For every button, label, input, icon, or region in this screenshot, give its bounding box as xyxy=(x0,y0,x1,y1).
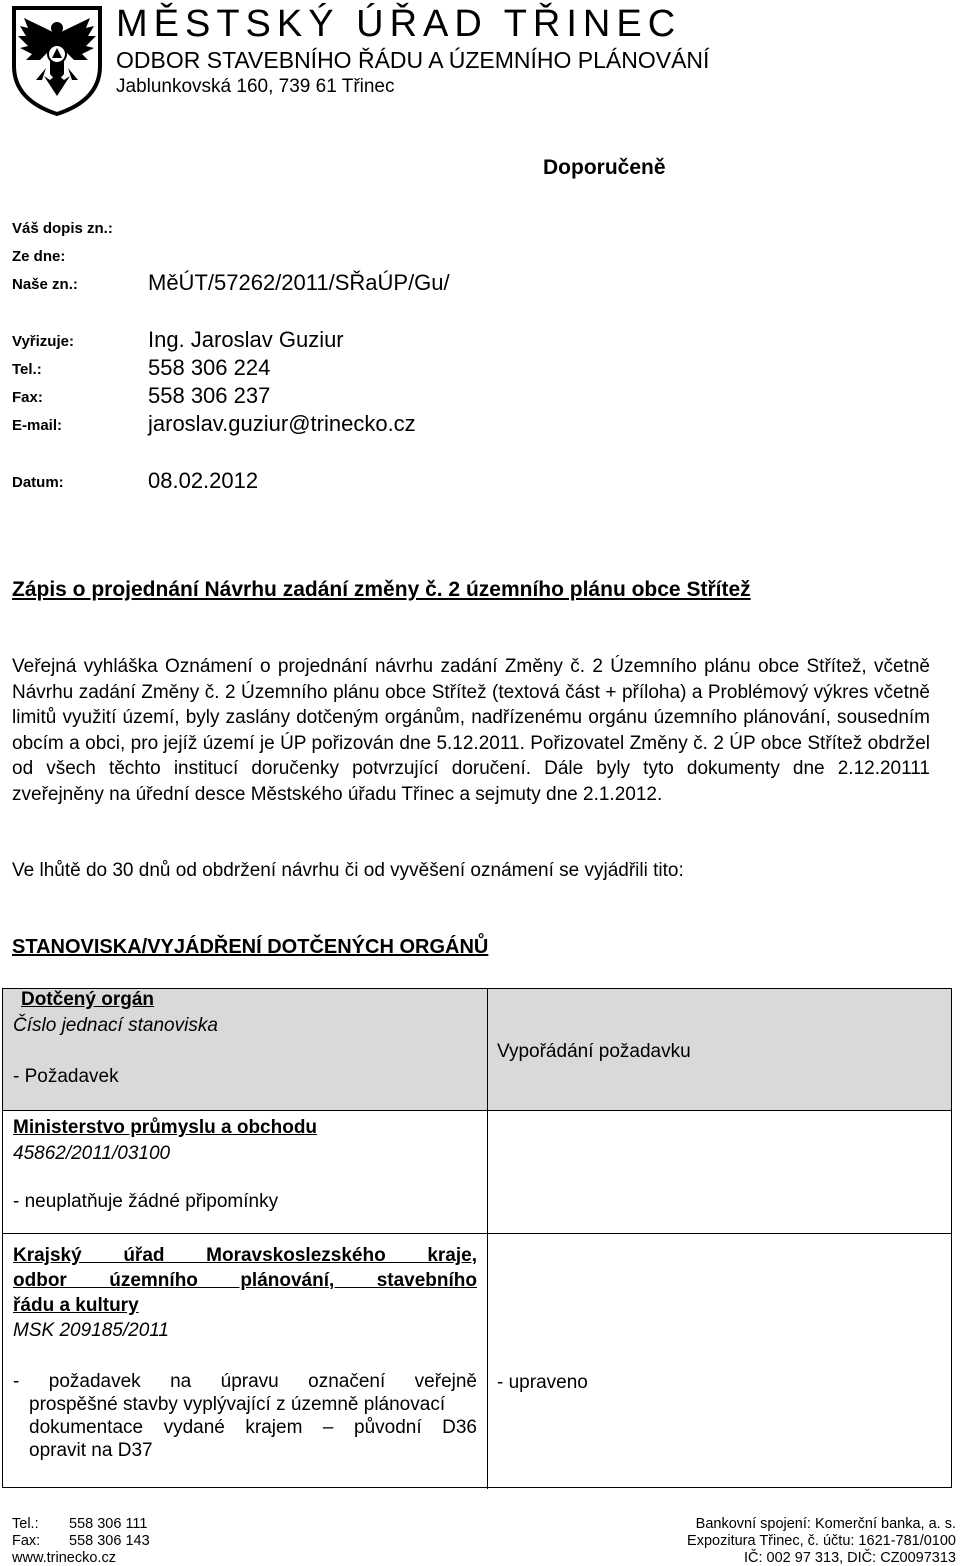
footer-website[interactable]: www.trinecko.cz xyxy=(12,1550,116,1566)
footer-phone-value: 558 306 111 xyxy=(69,1516,148,1532)
row-authority-line: odbor územního plánování, stavebního xyxy=(13,1270,477,1291)
delivery-type: Doporučeně xyxy=(543,156,666,179)
footer-fax-label: Fax: xyxy=(12,1533,41,1549)
footer-fax-value: 558 306 143 xyxy=(69,1533,150,1549)
city-crest-icon xyxy=(10,4,104,116)
fax-label: Fax: xyxy=(12,389,43,406)
email-label: E-mail: xyxy=(12,417,63,434)
header-authority: Dotčený orgán xyxy=(21,989,155,1010)
column-divider xyxy=(487,989,488,1110)
office-address: Jablunkovská 160, 739 61 Třinec xyxy=(116,76,395,97)
date-value: 08.02.2012 xyxy=(148,468,259,493)
your-letter-label: Váš dopis zn.: xyxy=(12,220,113,237)
table-row xyxy=(3,1234,951,1489)
footer-bank-line: Bankovní spojení: Komerční banka, a. s. xyxy=(695,1516,956,1532)
deadline-sentence: Ve lhůtě do 30 dnů od obdržení návrhu či od vyvěšení oznámení se vyjádřili tito: xyxy=(12,860,684,881)
phone-value: 558 306 224 xyxy=(148,355,271,380)
row-resolution: - upraveno xyxy=(497,1372,588,1393)
office-title: MĚSTSKÝ ÚŘAD TŘINEC xyxy=(116,3,682,45)
header-request: - Požadavek xyxy=(13,1066,119,1087)
date-from-label: Ze dne: xyxy=(12,248,66,265)
fax-value: 558 306 237 xyxy=(148,383,271,408)
date-label: Datum: xyxy=(12,474,64,491)
row-reference-number: 45862/2011/03100 xyxy=(13,1143,171,1164)
header-reference-number: Číslo jednací stanoviska xyxy=(13,1015,218,1036)
row-request-line: prospěšné stavby vyplývající z územně plánovací xyxy=(29,1394,446,1415)
our-ref-value: MěÚT/57262/2011/SŘaÚP/Gu/ xyxy=(148,270,450,295)
phone-label: Tel.: xyxy=(12,361,42,378)
footer-phone-label: Tel.: xyxy=(12,1516,39,1532)
row-authority: Ministerstvo průmyslu a obchodu xyxy=(13,1117,318,1138)
row-authority-line: řádu a kultury xyxy=(13,1295,139,1316)
row-request-line: dokumentace vydané krajem – původní D36 xyxy=(29,1417,477,1438)
row-request-line: opravit na D37 xyxy=(29,1440,153,1461)
table-header-row xyxy=(3,989,951,1111)
column-divider xyxy=(487,1111,488,1233)
table-row xyxy=(3,1111,951,1234)
email-value: jaroslav.guziur@trinecko.cz xyxy=(148,411,416,436)
section-heading: STANOVISKA/VYJÁDŘENÍ DOTČENÝCH ORGÁNŮ xyxy=(12,936,489,958)
statements-table xyxy=(2,988,952,1488)
row-authority-line: Krajský úřad Moravskoslezského kraje, xyxy=(13,1245,477,1266)
header-resolution: Vypořádání požadavku xyxy=(497,1041,691,1062)
department-name: ODBOR STAVEBNÍHO ŘÁDU A ÚZEMNÍHO PLÁNOVÁNÍ xyxy=(116,47,710,73)
footer-company-ids: IČ: 002 97 313, DIČ: CZ0097313 xyxy=(744,1550,956,1566)
row-reference-number: MSK 209185/2011 xyxy=(13,1320,169,1341)
handled-by-label: Vyřizuje: xyxy=(12,333,74,350)
main-paragraph: Veřejná vyhláška Oznámení o projednání návrhu zadání Změny č. 2 Územního plánu obce Střítež, včetně Návrhu zadání Změny č. 2 Územního plánu obce Střítež (textová část + příloha) a Problémový výkres včetně limitů využití území, byly zaslány dotčeným orgánům, nadřízenému orgánu územního plánování, sousedním obcím a obci, pro jejíž území je ÚP pořizován dne 5.12.2011. Pořizovatel Změny č. 2 ÚP obce Střítež obdržel od všech těchto institucí doručenky potvrzující doručení. Dále byly tyto dokumenty dne 2.12.20111 zveřejněny na úřední desce Městského úřadu Třinec a sejmuty dne 2.1.2012. xyxy=(12,656,930,805)
handled-by-value: Ing. Jaroslav Guziur xyxy=(148,327,344,352)
row-request: - neuplatňuje žádné připomínky xyxy=(13,1191,279,1212)
our-ref-label: Naše zn.: xyxy=(12,276,78,293)
footer-bank-line: Expozitura Třinec, č. účtu: 1621-781/0100 xyxy=(687,1533,956,1549)
row-request-line: - požadavek na úpravu označení veřejně xyxy=(13,1371,477,1392)
document-heading: Zápis o projednání Návrhu zadání změny č. 2 územního plánu obce Střítež xyxy=(12,578,751,601)
